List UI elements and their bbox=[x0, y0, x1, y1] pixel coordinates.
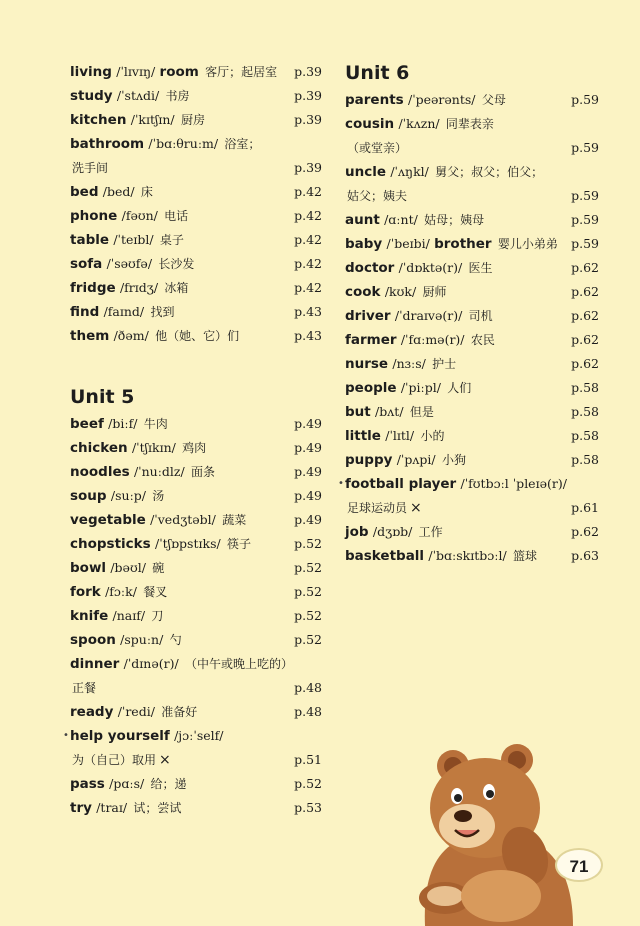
entry-line bbox=[345, 328, 599, 352]
meaning: 厨师 bbox=[422, 285, 447, 299]
phonetic: /ˈkɪtʃɪn/ bbox=[130, 112, 175, 127]
meaning: 婴儿小弟弟 bbox=[497, 237, 558, 251]
phonetic: /ˈvedʒtəbl/ bbox=[150, 512, 216, 527]
vocab-word: ready bbox=[70, 704, 114, 720]
vocab-word: baby bbox=[345, 236, 383, 252]
vocab-entry bbox=[70, 228, 322, 252]
entry-line-cont bbox=[345, 496, 599, 520]
meaning: 面条 bbox=[191, 465, 216, 479]
vocab-word: cousin bbox=[345, 116, 395, 132]
vocab-word: but bbox=[345, 404, 371, 420]
meaning: 舅父；叔父；伯父； bbox=[435, 165, 544, 179]
vocab-entry bbox=[70, 436, 322, 460]
vocab-word: fork bbox=[70, 584, 101, 600]
entry-line bbox=[70, 508, 322, 532]
vocab-word: football player bbox=[345, 476, 457, 492]
vocab-word: help yourself bbox=[70, 728, 170, 744]
meaning: 试；尝试 bbox=[133, 801, 182, 815]
phonetic: /bəʊl/ bbox=[110, 560, 146, 575]
meaning: 客厅；起居室 bbox=[205, 65, 278, 79]
vocab-word: bowl bbox=[70, 560, 107, 576]
page-ref: p.39 bbox=[294, 160, 322, 175]
vocab-word: knife bbox=[70, 608, 109, 624]
meaning: 餐叉 bbox=[143, 585, 168, 599]
entry-line bbox=[70, 628, 322, 652]
entry-line bbox=[70, 532, 322, 556]
meaning: 父母 bbox=[481, 93, 506, 107]
entry-line bbox=[345, 304, 599, 328]
page-ref: p.62 bbox=[571, 524, 599, 539]
phonetic: /faɪnd/ bbox=[103, 304, 145, 319]
page-ref: p.62 bbox=[571, 260, 599, 275]
entry-line bbox=[345, 256, 599, 280]
page-ref: p.42 bbox=[294, 232, 322, 247]
meaning: （中午或晚上吃的） bbox=[184, 657, 293, 671]
phonetic: /ˈtʃɒpstɪks/ bbox=[154, 536, 221, 551]
phonetic: /frɪdʒ/ bbox=[119, 280, 159, 295]
unit-heading: Unit 5 bbox=[70, 386, 135, 408]
left-column bbox=[63, 60, 322, 820]
page-ref: p.52 bbox=[294, 584, 322, 599]
entry-line bbox=[70, 604, 322, 628]
phonetic: /ˈsəʊfə/ bbox=[106, 256, 153, 271]
vocab-word: try bbox=[70, 800, 92, 816]
vocab-word: doctor bbox=[345, 260, 395, 276]
phonetic: /nɜːs/ bbox=[392, 356, 426, 371]
entry-line bbox=[70, 204, 322, 228]
vocab-entry bbox=[70, 652, 322, 700]
page-ref: p.39 bbox=[294, 88, 322, 103]
meaning: 小的 bbox=[420, 429, 445, 443]
page-ref: p.48 bbox=[294, 704, 322, 719]
entry-line bbox=[345, 520, 599, 544]
phonetic: /ˈpʌpi/ bbox=[396, 452, 436, 467]
meaning: 小狗 bbox=[441, 453, 466, 467]
entry-line bbox=[70, 252, 322, 276]
note-mark: × bbox=[410, 500, 422, 516]
entry-line bbox=[345, 88, 599, 112]
entry-line bbox=[70, 460, 322, 484]
vocab-entry bbox=[345, 88, 599, 112]
meaning: 医生 bbox=[468, 261, 493, 275]
page-ref: p.59 bbox=[571, 140, 599, 155]
phonetic: /ˈstʌdi/ bbox=[116, 88, 160, 103]
meaning: 同辈表亲 bbox=[445, 117, 494, 131]
vocab-word: chopsticks bbox=[70, 536, 151, 552]
phonetic: /ˈdɒktə(r)/ bbox=[398, 260, 463, 275]
vocab-entry bbox=[70, 700, 322, 724]
vocab-entry bbox=[345, 376, 599, 400]
vocab-word: nurse bbox=[345, 356, 389, 372]
page-ref: p.58 bbox=[571, 452, 599, 467]
page-ref: p.59 bbox=[571, 212, 599, 227]
vocab-word: aunt bbox=[345, 212, 380, 228]
vocab-entry bbox=[70, 324, 322, 348]
phonetic: /biːf/ bbox=[108, 416, 138, 431]
phonetic: /ˈnuːdlz/ bbox=[133, 464, 185, 479]
phonetic: /spuːn/ bbox=[120, 632, 164, 647]
meaning: 冰箱 bbox=[164, 281, 189, 295]
vocab-entry bbox=[345, 160, 599, 208]
vocab-word: bathroom bbox=[70, 136, 145, 152]
entry-line bbox=[70, 324, 322, 348]
entry-line bbox=[70, 436, 322, 460]
phonetic: /ˈʌŋkl/ bbox=[390, 164, 429, 179]
vocab-word: bed bbox=[70, 184, 99, 200]
vocab-entry bbox=[70, 412, 322, 436]
note-mark: × bbox=[159, 752, 171, 768]
entry-line-cont bbox=[345, 184, 599, 208]
page-ref: p.62 bbox=[571, 332, 599, 347]
vocab-word: soup bbox=[70, 488, 107, 504]
page-ref: p.39 bbox=[294, 64, 322, 79]
meaning-cont: 正餐 bbox=[72, 681, 97, 695]
vocab-word: cook bbox=[345, 284, 381, 300]
phonetic: /kʊk/ bbox=[384, 284, 417, 299]
meaning: 给；递 bbox=[150, 777, 187, 791]
phonetic: /ˈlɪtl/ bbox=[385, 428, 415, 443]
meaning: 司机 bbox=[468, 309, 493, 323]
entry-line-cont bbox=[70, 676, 322, 700]
vocab-entry bbox=[70, 276, 322, 300]
meaning: 姑母；姨母 bbox=[424, 213, 485, 227]
vocab-word: job bbox=[345, 524, 369, 540]
page-ref: p.52 bbox=[294, 776, 322, 791]
entry-line bbox=[345, 112, 599, 136]
meaning: 人们 bbox=[447, 381, 472, 395]
phonetic: /ɑːnt/ bbox=[384, 212, 418, 227]
vocab-entry bbox=[345, 256, 599, 280]
entry-line-cont bbox=[70, 156, 322, 180]
entry-line bbox=[345, 376, 599, 400]
phonetic: /ðəm/ bbox=[113, 328, 149, 343]
vocab-entry bbox=[338, 472, 599, 520]
right-column bbox=[338, 60, 599, 568]
page-number: 71 bbox=[555, 848, 603, 882]
phonetic: /traɪ/ bbox=[96, 800, 128, 815]
phonetic: /ˈpiːpl/ bbox=[400, 380, 441, 395]
vocab-word: dinner bbox=[70, 656, 120, 672]
meaning: 篮球 bbox=[512, 549, 537, 563]
page-ref: p.63 bbox=[571, 548, 599, 563]
vocab-word: fridge bbox=[70, 280, 116, 296]
entry-line: • football player /ˈfʊtbɔːl ˈpleɪə(r)/ bbox=[338, 476, 567, 492]
vocab-entry bbox=[70, 796, 322, 820]
vocab-entry bbox=[70, 484, 322, 508]
entry-line bbox=[70, 772, 322, 796]
page-ref: p.42 bbox=[294, 280, 322, 295]
entry-line bbox=[70, 412, 322, 436]
meaning-cont: 洗手间 bbox=[72, 161, 109, 175]
page-ref: p.48 bbox=[294, 680, 322, 695]
vocab-word: noodles bbox=[70, 464, 130, 480]
entry-line bbox=[70, 108, 322, 132]
vocab-word: vegetable bbox=[70, 512, 146, 528]
page-ref: p.49 bbox=[294, 440, 322, 455]
meaning: 蔬菜 bbox=[222, 513, 247, 527]
vocab-entry bbox=[70, 604, 322, 628]
page-ref: p.52 bbox=[294, 560, 322, 575]
vocab-word: driver bbox=[345, 308, 391, 324]
meaning: 护士 bbox=[432, 357, 457, 371]
vocab-word: find bbox=[70, 304, 100, 320]
vocab-word: phone bbox=[70, 208, 118, 224]
page-ref: p.52 bbox=[294, 608, 322, 623]
entry-line bbox=[70, 484, 322, 508]
vocab-word: farmer bbox=[345, 332, 397, 348]
entry-line bbox=[70, 228, 322, 252]
vocab-entry bbox=[345, 232, 599, 256]
page-ref: p.43 bbox=[294, 304, 322, 319]
vocab-entry bbox=[70, 204, 322, 228]
meaning: 桌子 bbox=[159, 233, 184, 247]
vocab-word-2: room bbox=[159, 64, 199, 80]
page-ref: p.49 bbox=[294, 464, 322, 479]
entry-line bbox=[70, 556, 322, 580]
entry-line-cont bbox=[345, 136, 599, 160]
entry-line bbox=[70, 276, 322, 300]
entry-line bbox=[70, 652, 322, 676]
vocab-word: people bbox=[345, 380, 397, 396]
page-ref: p.43 bbox=[294, 328, 322, 343]
entry-line-cont bbox=[70, 748, 322, 772]
vocab-word: them bbox=[70, 328, 110, 344]
page-ref: p.62 bbox=[571, 308, 599, 323]
entry-line bbox=[70, 180, 322, 204]
phonetic: /ˈlɪvɪŋ/ bbox=[116, 64, 156, 79]
page-ref: p.59 bbox=[571, 188, 599, 203]
page-ref: p.59 bbox=[571, 236, 599, 251]
phonetic: /ˈdɪnə(r)/ bbox=[123, 656, 179, 671]
meaning: 床 bbox=[140, 185, 153, 199]
phonetic: /ˈtʃɪkɪn/ bbox=[131, 440, 176, 455]
page-ref: p.58 bbox=[571, 428, 599, 443]
vocab-word: chicken bbox=[70, 440, 128, 456]
vocab-word: spoon bbox=[70, 632, 116, 648]
page-ref: p.52 bbox=[294, 632, 322, 647]
entry-line bbox=[345, 160, 599, 184]
entry-line bbox=[345, 544, 599, 568]
phonetic: /fəʊn/ bbox=[121, 208, 158, 223]
entry-line bbox=[70, 580, 322, 604]
phonetic: /bed/ bbox=[102, 184, 135, 199]
entry-line bbox=[70, 60, 322, 84]
vocab-entry bbox=[345, 352, 599, 376]
entry-line bbox=[345, 448, 599, 472]
vocab-entry bbox=[70, 508, 322, 532]
page-ref: p.62 bbox=[571, 356, 599, 371]
phonetic: /naɪf/ bbox=[112, 608, 146, 623]
entry-line bbox=[70, 84, 322, 108]
vocab-entry bbox=[63, 724, 322, 772]
page-ref: p.59 bbox=[571, 92, 599, 107]
page-ref: p.58 bbox=[571, 380, 599, 395]
page-ref: p.52 bbox=[294, 536, 322, 551]
vocab-entry bbox=[70, 580, 322, 604]
meaning-cont: 为（自己）取用 bbox=[72, 753, 157, 767]
vocab-entry bbox=[70, 628, 322, 652]
vocab-entry bbox=[70, 252, 322, 276]
meaning: 他（她、它）们 bbox=[155, 329, 240, 343]
entry-line bbox=[345, 424, 599, 448]
phonetic: /ˈteɪbl/ bbox=[113, 232, 154, 247]
meaning-cont: （或堂亲） bbox=[347, 141, 408, 155]
meaning-cont: 姑父；姨夫 bbox=[347, 189, 408, 203]
entry-line bbox=[345, 400, 599, 424]
page-ref: p.62 bbox=[571, 284, 599, 299]
vocab-entry bbox=[70, 532, 322, 556]
vocab-word: table bbox=[70, 232, 110, 248]
entry-line bbox=[345, 280, 599, 304]
phonetic: /ˈfɑːmə(r)/ bbox=[400, 332, 465, 347]
vocab-entry bbox=[70, 132, 322, 180]
vocab-word: sofa bbox=[70, 256, 103, 272]
vocab-word: parents bbox=[345, 92, 404, 108]
phonetic: /ˈbɑːskɪtbɔːl/ bbox=[428, 548, 507, 563]
meaning: 农民 bbox=[470, 333, 495, 347]
meaning: 厨房 bbox=[180, 113, 205, 127]
vocab-entry bbox=[70, 772, 322, 796]
vocab-entry bbox=[70, 108, 322, 132]
page-ref: p.42 bbox=[294, 256, 322, 271]
vocab-word: beef bbox=[70, 416, 104, 432]
page-ref: p.61 bbox=[571, 500, 599, 515]
phonetic: /ˈbeɪbi/ bbox=[386, 236, 430, 251]
phonetic: /ˈbɑːθruːm/ bbox=[148, 136, 219, 151]
meaning: 电话 bbox=[164, 209, 189, 223]
phonetic: /pɑːs/ bbox=[109, 776, 145, 791]
entry-line bbox=[70, 300, 322, 324]
meaning: 浴室； bbox=[224, 137, 261, 151]
vocab-entry bbox=[345, 448, 599, 472]
vocab-word: kitchen bbox=[70, 112, 127, 128]
page-ref: p.42 bbox=[294, 184, 322, 199]
entry-line bbox=[70, 132, 322, 156]
vocab-word: uncle bbox=[345, 164, 387, 180]
entry-line bbox=[345, 352, 599, 376]
phonetic: /suːp/ bbox=[110, 488, 146, 503]
vocab-word: pass bbox=[70, 776, 105, 792]
phonetic: /fɔːk/ bbox=[105, 584, 137, 599]
unit-heading: Unit 6 bbox=[345, 62, 410, 84]
page-ref: p.49 bbox=[294, 512, 322, 527]
phonetic: /ˈkʌzn/ bbox=[398, 116, 440, 131]
entry-line bbox=[70, 700, 322, 724]
vocab-entry bbox=[345, 400, 599, 424]
vocab-entry bbox=[345, 112, 599, 160]
phonetic: /ˈredi/ bbox=[117, 704, 155, 719]
meaning: 工作 bbox=[418, 525, 443, 539]
phonetic: /ˈpeərənts/ bbox=[407, 92, 476, 107]
vocab-entry bbox=[70, 60, 322, 84]
phonetic: /ˈfʊtbɔːl ˈpleɪə(r)/ bbox=[460, 476, 567, 491]
bear-illustration bbox=[405, 738, 585, 926]
meaning: 鸡肉 bbox=[182, 441, 207, 455]
vocab-word: little bbox=[345, 428, 381, 444]
entry-line bbox=[345, 208, 599, 232]
phonetic: /jɔːˈself/ bbox=[174, 728, 224, 743]
vocab-entry bbox=[70, 84, 322, 108]
vocab-entry bbox=[70, 460, 322, 484]
meaning: 勺 bbox=[169, 633, 182, 647]
vocab-entry bbox=[70, 300, 322, 324]
entry-line bbox=[345, 232, 599, 256]
page-ref: p.49 bbox=[294, 416, 322, 431]
entry-line: • help yourself /jɔːˈself/ bbox=[63, 728, 224, 744]
page-ref: p.42 bbox=[294, 208, 322, 223]
phonetic: /bʌt/ bbox=[375, 404, 404, 419]
meaning: 书房 bbox=[165, 89, 190, 103]
page-ref: p.39 bbox=[294, 112, 322, 127]
meaning: 长沙发 bbox=[158, 257, 195, 271]
vocab-entry bbox=[345, 328, 599, 352]
vocab-entry bbox=[70, 556, 322, 580]
phonetic: /dʒɒb/ bbox=[372, 524, 413, 539]
meaning: 牛肉 bbox=[143, 417, 168, 431]
page-ref: p.53 bbox=[294, 800, 322, 815]
vocab-word: study bbox=[70, 88, 113, 104]
meaning: 碗 bbox=[152, 561, 165, 575]
page-ref: p.58 bbox=[571, 404, 599, 419]
meaning: 找到 bbox=[150, 305, 175, 319]
phonetic: /ˈdraɪvə(r)/ bbox=[394, 308, 463, 323]
meaning-cont: 足球运动员 bbox=[347, 501, 408, 515]
meaning: 筷子 bbox=[227, 537, 252, 551]
vocab-word: living bbox=[70, 64, 112, 80]
vocab-entry bbox=[345, 424, 599, 448]
meaning: 准备好 bbox=[161, 705, 198, 719]
entry-line bbox=[70, 796, 322, 820]
meaning: 汤 bbox=[152, 489, 165, 503]
vocab-word: basketball bbox=[345, 548, 425, 564]
vocab-entry bbox=[345, 304, 599, 328]
vocab-entry bbox=[345, 208, 599, 232]
vocab-word: puppy bbox=[345, 452, 393, 468]
meaning: 刀 bbox=[151, 609, 164, 623]
page-ref: p.49 bbox=[294, 488, 322, 503]
page-ref: p.51 bbox=[294, 752, 322, 767]
vocab-entry bbox=[70, 180, 322, 204]
vocab-entry bbox=[345, 280, 599, 304]
meaning: 但是 bbox=[409, 405, 434, 419]
vocab-entry bbox=[345, 520, 599, 544]
vocab-entry bbox=[345, 544, 599, 568]
vocab-word-2: brother bbox=[434, 236, 492, 252]
